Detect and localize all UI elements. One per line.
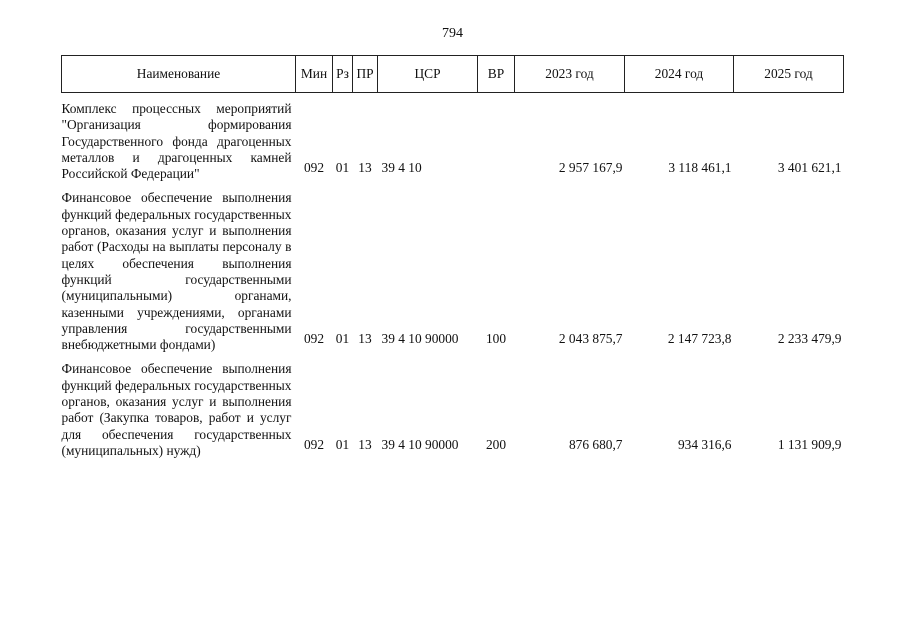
row-pr: 13 bbox=[358, 331, 372, 347]
row-2024: 3 118 461,1 bbox=[668, 160, 732, 176]
row-pr: 13 bbox=[358, 436, 372, 452]
table-row bbox=[62, 93, 844, 183]
header-vr: ВР bbox=[478, 56, 515, 93]
header-2024: 2024 год bbox=[625, 56, 734, 93]
row-vr: 200 bbox=[485, 436, 507, 452]
row-rz: 01 bbox=[335, 436, 350, 452]
row-2025: 2 233 479,9 bbox=[777, 331, 842, 347]
row-min: 092 bbox=[303, 436, 325, 452]
row-name: Финансовое обеспечение выполнения функций федеральных государственных органов, оказания услуг и выполнения работ (Расходы на выплаты персоналу в целях обеспечения выполнения функций государственными (муниципальными) органами, казенными учреждениями, органами управления государственными внебюджетными фондами) bbox=[61, 190, 292, 353]
row-csr: 39 4 10 90000 bbox=[381, 436, 459, 452]
row-name: Комплекс процессных мероприятий "Организация формирования Государственного фонда драгоценных металлов и драгоценных камней Российской Федерации" bbox=[61, 101, 292, 182]
row-2025: 3 401 621,1 bbox=[777, 160, 842, 176]
row-min: 092 bbox=[303, 331, 325, 347]
row-2023: 2 957 167,9 bbox=[558, 160, 623, 176]
row-rz: 01 bbox=[335, 160, 350, 176]
header-2023: 2023 год bbox=[515, 56, 625, 93]
row-2025: 1 131 909,9 bbox=[777, 436, 842, 452]
row-2024: 2 147 723,8 bbox=[667, 331, 732, 347]
budget-table bbox=[61, 55, 844, 459]
row-min: 092 bbox=[303, 160, 325, 176]
page-number: 794 bbox=[442, 26, 463, 41]
row-csr: 39 4 10 90000 bbox=[381, 331, 459, 347]
header-2025: 2025 год bbox=[734, 56, 844, 93]
header-pr: ПР bbox=[353, 56, 378, 93]
header-min: Мин bbox=[296, 56, 333, 93]
row-csr: 39 4 10 bbox=[381, 160, 422, 176]
row-2023: 2 043 875,7 bbox=[558, 331, 623, 347]
header-rz: Рз bbox=[333, 56, 353, 93]
table-row bbox=[62, 182, 844, 353]
row-2024: 934 316,6 bbox=[677, 436, 732, 452]
table-header-row bbox=[62, 56, 844, 93]
row-name: Финансовое обеспечение выполнения функций федеральных государственных органов, оказания услуг и выполнения работ (Закупка товаров, работ и услуг для обеспечения государственных (муниципальных) нужд) bbox=[61, 361, 292, 458]
row-2023: 876 680,7 bbox=[568, 436, 623, 452]
header-csr: ЦСР bbox=[378, 56, 478, 93]
header-name: Наименование bbox=[62, 56, 296, 93]
row-pr: 13 bbox=[358, 160, 372, 176]
table-row bbox=[62, 353, 844, 459]
row-rz: 01 bbox=[335, 331, 350, 347]
row-vr bbox=[478, 93, 515, 183]
row-vr: 100 bbox=[485, 331, 507, 347]
